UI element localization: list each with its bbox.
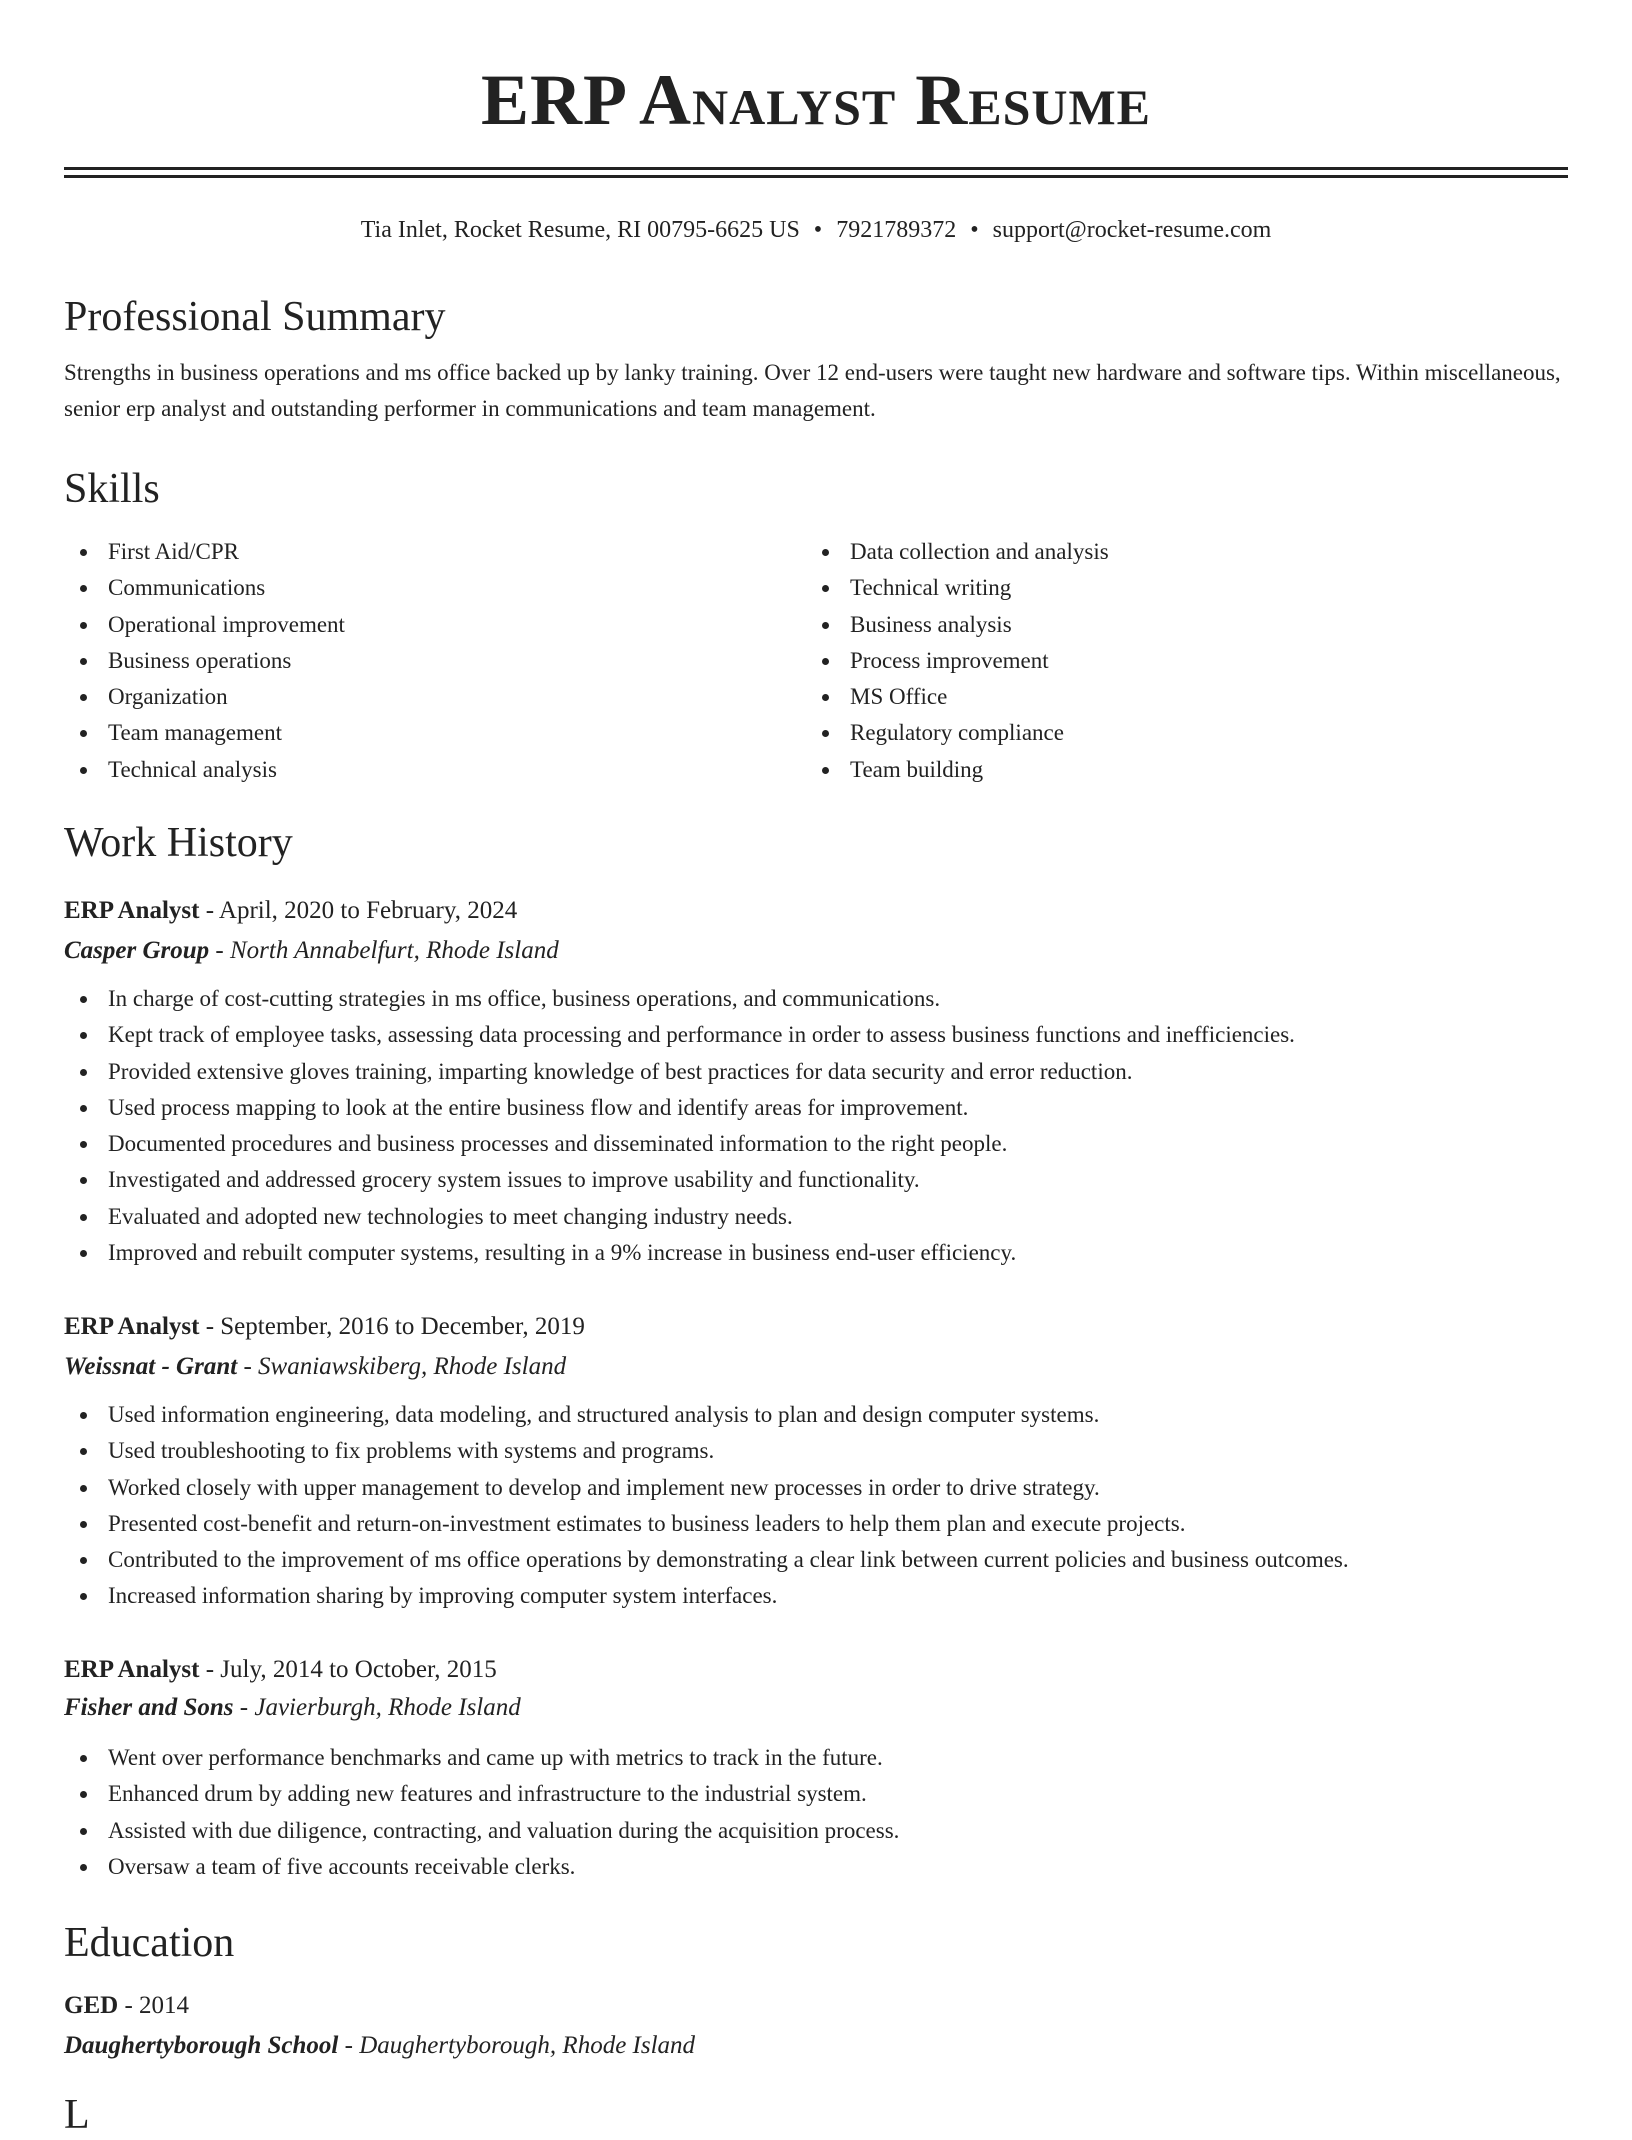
skill-item: Organization	[64, 679, 764, 715]
work-history-heading: Work History	[64, 820, 293, 866]
job-duty: Provided extensive gloves training, imparting knowledge of best practices for data security and error reduction.	[64, 1054, 1568, 1090]
contact-address: Tia Inlet, Rocket Resume, RI 00795-6625 US	[360, 217, 800, 243]
skill-item: Technical writing	[806, 570, 1506, 606]
job-duty: Contributed to the improvement of ms office operations by demonstrating a clear link between current policies and business outcomes.	[64, 1542, 1568, 1578]
job-duty: Improved and rebuilt computer systems, resulting in a 9% increase in business end-user efficiency.	[64, 1235, 1568, 1271]
job-duty: Documented procedures and business processes and disseminated information to the right people.	[64, 1126, 1568, 1162]
job-duty: In charge of cost-cutting strategies in ms office, business operations, and communications.	[64, 981, 1568, 1017]
title-rule-top	[64, 167, 1568, 170]
job-title-line	[64, 1652, 1568, 1688]
job-entry	[64, 893, 1568, 1271]
skills-section	[64, 464, 1568, 794]
degree-line	[64, 1988, 1568, 2024]
skills-list-right	[806, 534, 1506, 788]
job-duty: Increased information sharing by improving computer system interfaces.	[64, 1578, 1568, 1614]
job-duties-list	[64, 1740, 1568, 1885]
education-section	[64, 1918, 1568, 2064]
next-section-heading-partial	[64, 2090, 1568, 2140]
job-title: ERP Analyst	[64, 1313, 200, 1340]
contact-separator: •	[813, 217, 823, 243]
skill-item: Technical analysis	[64, 752, 764, 788]
summary-section	[64, 292, 1568, 427]
skill-item: Regulatory compliance	[806, 715, 1506, 751]
job-duty: Assisted with due diligence, contracting, and valuation during the acquisition process.	[64, 1813, 1568, 1849]
school-location: - Daughertyborough, Rhode Island	[338, 2032, 696, 2059]
skills-list-left	[64, 534, 764, 788]
skill-item: Data collection and analysis	[806, 534, 1506, 570]
degree-name: GED	[64, 1992, 119, 2019]
employer-name: Casper Group	[64, 937, 210, 964]
skill-item: Process improvement	[806, 643, 1506, 679]
employer-line	[64, 1349, 1568, 1385]
job-duties-list	[64, 1397, 1568, 1615]
partial-heading: L	[64, 2092, 90, 2138]
contact-phone: 7921789372	[836, 217, 957, 243]
job-title: ERP Analyst	[64, 897, 200, 924]
job-duty: Evaluated and adopted new technologies to meet changing industry needs.	[64, 1199, 1568, 1235]
skill-item: Communications	[64, 570, 764, 606]
employer-line	[64, 1690, 1568, 1726]
job-duty: Oversaw a team of five accounts receivable clerks.	[64, 1849, 1568, 1885]
degree-year: - 2014	[118, 1992, 190, 2019]
job-duty: Kept track of employee tasks, assessing data processing and performance in order to assess business functions and inefficiencies.	[64, 1017, 1568, 1053]
employer-location: - Javierburgh, Rhode Island	[233, 1694, 521, 1721]
job-title-line	[64, 893, 1568, 929]
employer-name: Weissnat - Grant	[64, 1353, 238, 1380]
job-duty: Presented cost-benefit and return-on-investment estimates to business leaders to help them plan and execute projects.	[64, 1506, 1568, 1542]
job-duty: Worked closely with upper management to develop and implement new processes in order to drive strategy.	[64, 1470, 1568, 1506]
work-history-section	[64, 818, 1568, 868]
employer-line	[64, 933, 1568, 969]
skill-item: First Aid/CPR	[64, 534, 764, 570]
job-duty: Investigated and addressed grocery system issues to improve usability and functionality.	[64, 1162, 1568, 1198]
job-entry	[64, 1309, 1568, 1615]
job-duties-list	[64, 981, 1568, 1271]
job-title: ERP Analyst	[64, 1656, 200, 1683]
education-heading: Education	[64, 1920, 235, 1966]
employer-location: - Swaniawskiberg, Rhode Island	[237, 1353, 567, 1380]
job-title-line	[64, 1309, 1568, 1345]
summary-text: Strengths in business operations and ms office backed up by lanky training. Over 12 end-users were taught new hardware and software tips. Within miscellaneous, senior erp analyst and outstanding performer in communications and team management.	[64, 360, 1561, 421]
school-line	[64, 2028, 1568, 2064]
skill-item: MS Office	[806, 679, 1506, 715]
employer-name: Fisher and Sons	[64, 1694, 234, 1721]
job-dates: - July, 2014 to October, 2015	[199, 1656, 497, 1683]
skill-item: Team building	[806, 752, 1506, 788]
contact-email: support@rocket-resume.com	[992, 217, 1272, 243]
skills-heading: Skills	[64, 466, 160, 512]
employer-location: - North Annabelfurt, Rhode Island	[209, 937, 559, 964]
job-dates: - September, 2016 to December, 2019	[199, 1313, 585, 1340]
resume-title: ERP Analyst Resume	[480, 60, 1152, 140]
job-duty: Used troubleshooting to fix problems with systems and programs.	[64, 1433, 1568, 1469]
job-duty: Went over performance benchmarks and came up with metrics to track in the future.	[64, 1740, 1568, 1776]
job-entry	[64, 1652, 1568, 1885]
summary-heading: Professional Summary	[64, 294, 446, 340]
title-rule-bottom	[64, 175, 1568, 178]
skills-columns	[64, 534, 1568, 794]
job-duty: Enhanced drum by adding new features and infrastructure to the industrial system.	[64, 1776, 1568, 1812]
contact-line	[64, 214, 1568, 246]
school-name: Daughertyborough School	[64, 2032, 339, 2059]
job-duty: Used information engineering, data modeling, and structured analysis to plan and design computer systems.	[64, 1397, 1568, 1433]
job-dates: - April, 2020 to February, 2024	[199, 897, 518, 924]
skill-item: Team management	[64, 715, 764, 751]
skill-item: Business analysis	[806, 607, 1506, 643]
contact-separator: •	[970, 217, 979, 243]
skill-item: Operational improvement	[64, 607, 764, 643]
job-duty: Used process mapping to look at the entire business flow and identify areas for improvement.	[64, 1090, 1568, 1126]
skill-item: Business operations	[64, 643, 764, 679]
